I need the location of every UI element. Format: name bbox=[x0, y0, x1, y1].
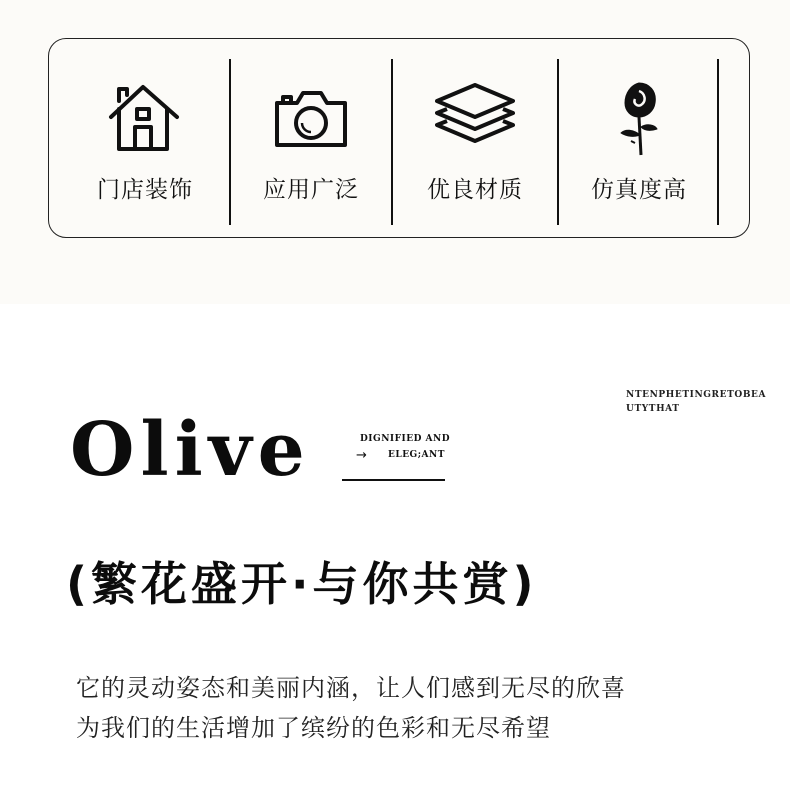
divider bbox=[717, 59, 719, 225]
feature-item-material bbox=[395, 39, 555, 239]
feature-panel bbox=[48, 38, 750, 238]
feature-section bbox=[0, 0, 790, 304]
arrow-right-icon: → bbox=[356, 448, 367, 463]
tagline-underline bbox=[342, 479, 445, 481]
side-text-line: NTENPHETINGRETOBEA bbox=[626, 390, 767, 400]
brand-title: Olive bbox=[70, 407, 311, 493]
feature-item-decoration bbox=[65, 39, 225, 239]
brand-tagline: DIGNIFIED AND bbox=[360, 434, 451, 444]
feature-label: 门店装饰 bbox=[97, 177, 193, 203]
feature-label: 应用广泛 bbox=[263, 177, 359, 203]
camera-icon bbox=[271, 79, 351, 159]
feature-item-application bbox=[231, 39, 391, 239]
description-line: 它的灵动姿态和美丽内涵，让人们感到无尽的欣喜 bbox=[76, 674, 626, 702]
feature-item-realism bbox=[559, 39, 719, 239]
layers-icon bbox=[435, 79, 515, 159]
feature-label: 优良材质 bbox=[427, 177, 523, 203]
side-text-line: UTYTHAT bbox=[626, 404, 680, 414]
slogan-heading: (繁花盛开·与你共赏) bbox=[66, 557, 538, 611]
divider bbox=[391, 59, 393, 225]
brand-tagline: ELEG;ANT bbox=[388, 450, 445, 460]
rose-icon bbox=[599, 79, 679, 159]
house-icon bbox=[105, 79, 185, 159]
description-line: 为我们的生活增加了缤纷的色彩和无尽希望 bbox=[76, 714, 551, 742]
feature-label: 仿真度高 bbox=[591, 177, 687, 203]
